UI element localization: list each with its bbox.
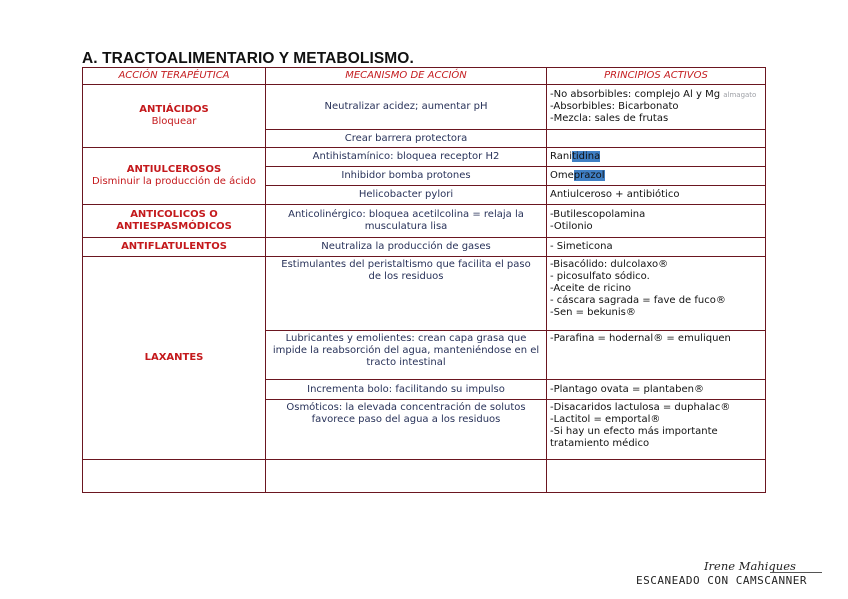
active-cell [547,205,766,238]
mechanism-cell [266,205,547,238]
active-line: - picosulfato sódico. [550,271,650,282]
active-cell [547,257,766,331]
table-row [83,205,766,238]
mechanism-cell [266,400,547,460]
category-anticolicos [83,205,266,238]
table-header-row [83,68,766,85]
active-cell: Antiulceroso + antibiótico [547,186,766,205]
active-line: -Otilonio [550,221,593,232]
mechanism-cell: Incrementa bolo: facilitando su impulso [266,380,547,400]
mechanism-line: tracto intestinal [366,357,446,368]
active-line: -Si hay un efecto más importante [550,426,718,437]
header-mecanismo-accion: MECANISMO DE ACCIÓN [266,68,547,85]
active-line: - cáscara sagrada = fave de fuco® [550,295,726,306]
category-antiacidos [83,85,266,148]
active-text: Rani [550,151,572,162]
mechanism-line: favorece paso del agua a los residuos [311,414,501,425]
table-row [83,85,766,130]
highlighted-text: tidina [571,151,601,162]
table-row-empty [83,460,766,493]
mechanism-cell: Antihistamínico: bloquea receptor H2 [266,148,547,167]
mechanism-line: impide la reabsorción del agua, manteniéndose en el [272,345,540,356]
mechanism-line: Osmóticos: la elevada concentración de solutos [286,402,526,413]
mechanism-line: musculatura lisa [364,221,448,232]
pharmacology-table [82,67,766,493]
active-line: -Disacaridos lactulosa = duphalac® [550,402,731,413]
active-cell: -Plantago ovata = plantaben® [547,380,766,400]
document-title: A. TRACTOALIMENTARIO Y METABOLISMO. [82,50,414,67]
active-cell [547,167,766,186]
signature-underline [770,572,822,573]
mechanism-cell [266,331,547,380]
active-line: -Bisacólido: dulcolaxo® [550,259,669,270]
mechanism-line: de los residuos [368,271,444,282]
table-row [83,238,766,257]
mechanism-cell: Crear barrera protectora [266,130,547,148]
header-principios-activos: PRINCIPIOS ACTIVOS [547,68,766,85]
category-antiflatulentos: ANTIFLATULENTOS [83,238,266,257]
mechanism-cell: Neutraliza la producción de gases [266,238,547,257]
mechanism-cell: Inhibidor bomba protones [266,167,547,186]
handwritten-note: almagato [723,91,757,99]
mechanism-cell: Neutralizar acidez; aumentar pH [266,85,547,130]
active-cell [547,400,766,460]
active-cell [547,148,766,167]
category-name: ANTIULCEROSOS [126,164,222,175]
mechanism-line: Lubricantes y emolientes: crean capa grasa que [285,333,527,344]
category-name: ANTIESPASMÓDICOS [116,221,232,232]
mechanism-cell: Helicobacter pylori [266,186,547,205]
author-signature: Irene Mahiques [704,559,796,573]
active-line: -No absorbibles: complejo Al y Mg [550,89,721,100]
table-row [83,257,766,331]
active-line: -Mezcla: sales de frutas [550,113,669,124]
category-subtitle: Disminuir la producción de ácido [91,176,257,187]
category-name: ANTICOLICOS O [130,209,218,220]
empty-cell [83,460,266,493]
active-cell: - Simeticona [547,238,766,257]
active-line: -Lactitol = emportal® [550,414,661,425]
empty-cell [547,460,766,493]
scanner-watermark: ESCANEADO CON CAMSCANNER [636,574,807,587]
active-line: -Aceite de ricino [550,283,632,294]
active-line: -Butilescopolamina [550,209,646,220]
active-line: -Sen = bekunis® [550,307,636,318]
active-text: Ome [550,170,574,181]
category-laxantes: LAXANTES [83,257,266,460]
active-line: tratamiento médico [550,438,650,449]
active-line: -Absorbibles: Bicarbonato [550,101,679,112]
category-subtitle: Bloquear [151,116,197,127]
category-antiulcerosos [83,148,266,205]
active-cell: -Parafina = hodernal® = emuliquen [547,331,766,380]
mechanism-line: Anticolinérgico: bloquea acetilcolina = relaja la [288,209,524,220]
active-cell [547,85,766,130]
highlighted-text: prazol [573,170,605,181]
empty-cell [266,460,547,493]
active-cell [547,130,766,148]
table-row [83,148,766,167]
mechanism-line: Estimulantes del peristaltismo que facilita el paso [281,259,531,270]
category-name: ANTIÁCIDOS [139,104,209,115]
header-accion-terapeutica: ACCIÓN TERAPÉUTICA [83,68,266,85]
mechanism-cell [266,257,547,331]
